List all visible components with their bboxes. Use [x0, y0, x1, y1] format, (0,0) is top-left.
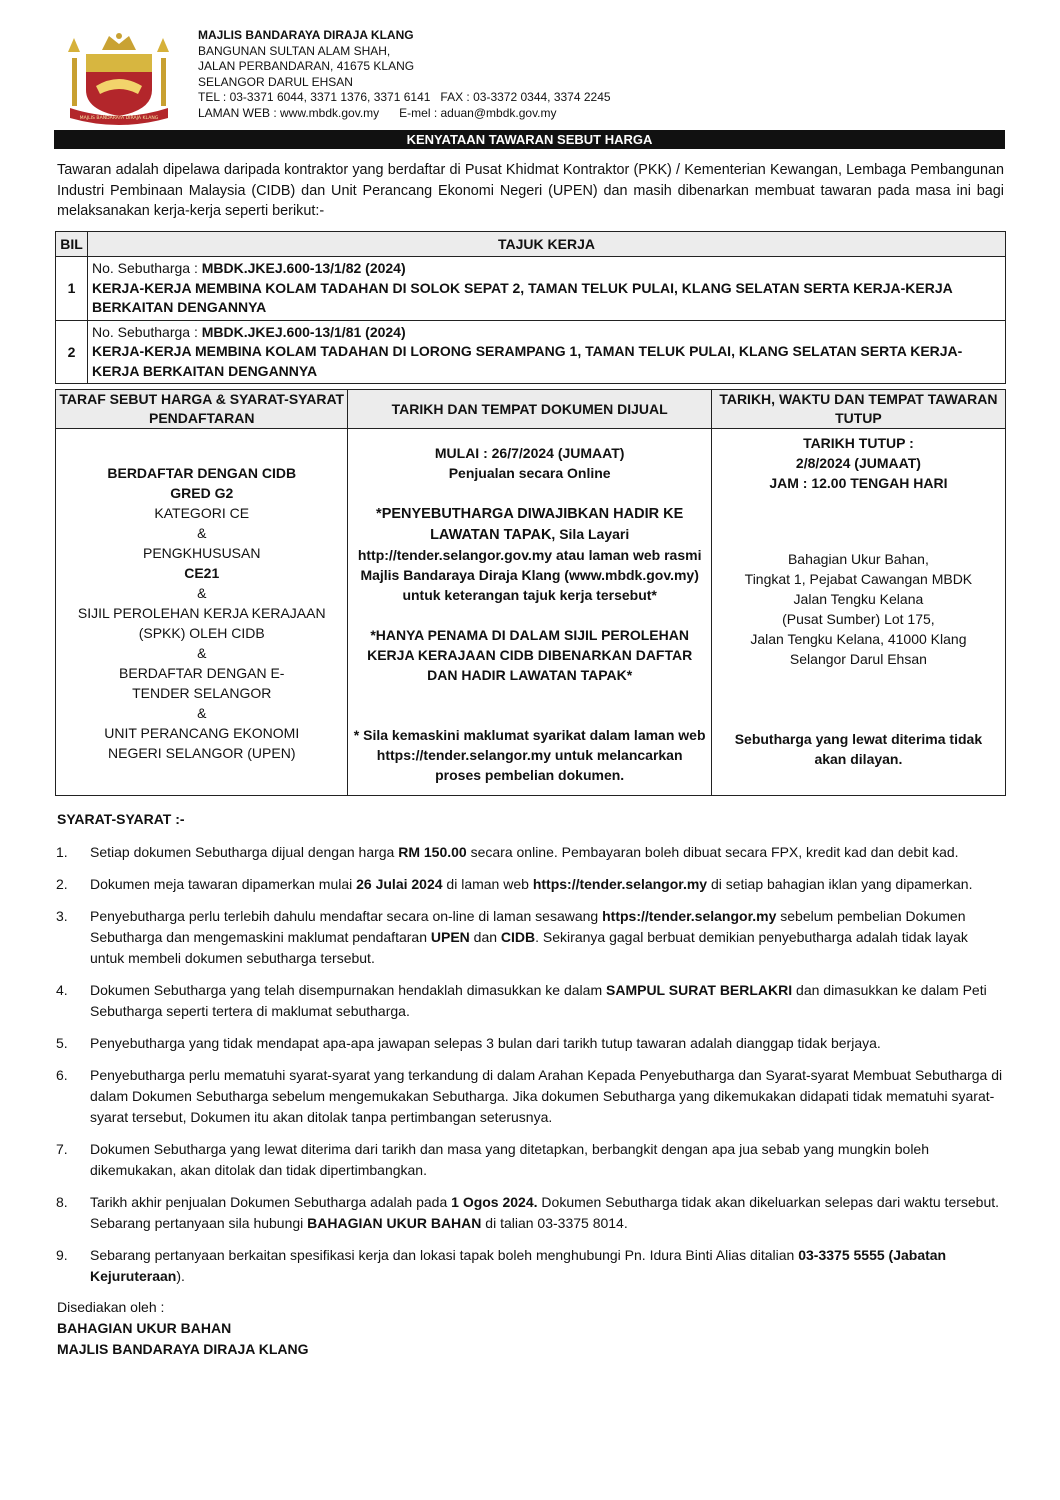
item-text — [90, 1065, 1004, 1128]
prepared-label: Disediakan oleh : — [57, 1299, 165, 1315]
ampersand: & — [197, 525, 207, 541]
item-text — [90, 842, 1004, 863]
ampersand: & — [197, 585, 207, 601]
place-line-5: Jalan Tengku Kelana, 41000 Klang — [750, 631, 967, 647]
place-line-6: Selangor Darul Ehsan — [789, 651, 927, 667]
address-line-1: BANGUNAN SULTAN ALAM SHAH, — [198, 43, 391, 58]
text-run: Dokumen meja tawaran dipamerkan mulai — [90, 876, 357, 892]
update-info-notice: * Sila kemaskini maklumat syarikat dalam laman web https://tender.selangor.my untuk melancarkan proses pembelian dokumen. — [353, 727, 706, 783]
specialisation-code: CE21 — [184, 565, 220, 581]
list-item — [56, 874, 1004, 895]
text-run: dan — [469, 929, 501, 945]
text-run: Sebarang pertanyaan berkaitan spesifikasi kerja dan lokasi tapak boleh menghubungi Pn. Idura Binti Alias ditalian — [90, 1247, 799, 1263]
col-taraf: TARAF SEBUT HARGA & SYARAT-SYARAT PENDAFTARAN — [56, 390, 348, 429]
item-text — [90, 906, 1004, 969]
cidb-grade: BERDAFTAR DENGAN CIDB GRED G2 — [107, 465, 297, 501]
closing-label: TARIKH TUTUP : — [803, 435, 914, 451]
col-tarikh-tutup: TARIKH, WAKTU DAN TEMPAT TAWARAN TUTUP — [711, 390, 1005, 429]
emphasis-text: BAHAGIAN UKUR BAHAN — [307, 1215, 482, 1231]
emphasis-text: 1 Ogos 2024. — [451, 1194, 538, 1210]
item-number: 7. — [56, 1141, 68, 1157]
text-run: Penyebutharga perlu mematuhi syarat-syarat yang terkandung di dalam Arahan Kepada Penyebutharga dan Syarat-syarat Membuat Sebutharga di dalam Dokumen Sebutharga sebelum mengemukakan Sebutharga. Jika dokumen Sebutharga yang dikemukakan didapati tidak mematuhi syarat-syarat tersebut, Dokumen itu akan ditolak tanpa pertimbangan seterusnya. — [90, 1067, 1003, 1125]
ampersand: & — [197, 645, 207, 661]
ref-label: No. Sebutharga : — [92, 260, 202, 276]
notice-title: KENYATAAN TAWARAN SEBUT HARGA — [54, 130, 1005, 149]
place-line-4: (Pusat Sumber) Lot 175, — [782, 611, 935, 627]
emphasis-text: SAMPUL SURAT BERLAKRI — [606, 982, 793, 998]
emphasis-text: UPEN — [430, 929, 470, 945]
place-line-1: Bahagian Ukur Bahan, — [787, 551, 929, 567]
site-visit-strong: *PENYEBUTHARGA DIWAJIBKAN HADIR KE LAWATAN TAPAK — [376, 506, 684, 543]
address-line-3: SELANGOR DARUL EHSAN — [198, 74, 353, 89]
item-text — [90, 1245, 1004, 1287]
text-run: di laman web — [442, 876, 533, 892]
prepared-by — [57, 1297, 309, 1360]
text-run: dan dimasukkan ke dalam Peti Sebutharga seperti tertera di maklumat sebutharga. — [90, 982, 987, 1019]
upen: UNIT PERANCANG EKONOMI NEGERI SELANGOR (UPEN) — [104, 725, 300, 761]
registration-requirements — [56, 429, 348, 796]
emphasis-text: 03-3375 5555 (Jabatan Kejuruteraan — [90, 1247, 947, 1284]
emphasis-text: https://tender.selangor.my — [532, 876, 708, 892]
cidb-name-notice: *HANYA PENAMA DI DALAM SIJIL PEROLEHAN KERJA KERAJAAN CIDB DIBENARKAN DAFTAR DAN HADIR LAWATAN TAPAK* — [367, 627, 693, 683]
item-number: 5. — [56, 1035, 68, 1051]
job-title: KERJA-KERJA MEMBINA KOLAM TADAHAN DI LORONG SERAMPANG 1, TAMAN TELUK PULAI, KLANG SELATAN SERTA KERJA-KERJA BERKAITAN DENGANNYA — [92, 343, 963, 379]
col-tajuk-kerja: TAJUK KERJA — [88, 232, 1006, 257]
row-number: 1 — [56, 257, 88, 321]
emphasis-text: 26 Julai 2024 — [356, 876, 443, 892]
address-line-2: JALAN PERBANDARAN, 41675 KLANG — [198, 59, 415, 73]
list-item — [56, 980, 1004, 1022]
row-number: 2 — [56, 320, 88, 384]
prepared-org: MAJLIS BANDARAYA DIRAJA KLANG — [57, 1341, 309, 1357]
tender-info-table — [55, 389, 1006, 796]
list-item — [56, 906, 1004, 969]
org-details — [198, 28, 611, 121]
text-run: Dokumen Sebutharga yang lewat diterima dari tarikh dan masa yang ditetapkan, berbangkit dengan apa jua sebab yang mungkin boleh dikemukakan, akan ditolak dan tidak dipertimbangkan. — [90, 1141, 929, 1178]
tel-fax: TEL : 03-3371 6044, 3371 1376, 3371 6141 FAX : 03-3372 0344, 3374 2245 — [198, 90, 611, 104]
col-bil: BIL — [56, 232, 88, 257]
etender: BERDAFTAR DENGAN E-TENDER SELANGOR — [119, 665, 285, 701]
category: KATEGORI CE — [154, 505, 250, 521]
text-run: sebelum pembelian Dokumen Sebutharga dan mengemaskini maklumat pendaftaran — [90, 908, 966, 945]
item-text — [90, 1139, 1004, 1181]
closing-details — [711, 429, 1005, 796]
sale-start: MULAI : 26/7/2024 (JUMAAT) — [434, 445, 625, 461]
item-text — [90, 980, 1004, 1022]
ampersand: & — [197, 705, 207, 721]
sale-online: Penjualan secara Online — [448, 465, 611, 481]
ref-label: No. Sebutharga : — [92, 323, 202, 340]
item-number: 2. — [56, 876, 68, 892]
col-tarikh-dijual: TARIKH DAN TEMPAT DOKUMEN DIJUAL — [348, 390, 711, 429]
item-text — [90, 874, 1004, 895]
org-name: MAJLIS BANDARAYA DIRAJA KLANG — [198, 28, 414, 42]
text-run: Penyebutharga yang tidak mendapat apa-apa jawapan selepas 3 bulan dari tarikh tutup tawaran adalah dianggap tidak berjaya. — [90, 1035, 881, 1051]
jobs-table-header — [56, 232, 1006, 257]
web-email: LAMAN WEB : www.mbdk.gov.my E-mel : aduan@mbdk.gov.my — [198, 105, 557, 120]
place-line-3: Jalan Tengku Kelana — [793, 591, 924, 607]
text-run: ). — [176, 1268, 185, 1284]
item-number: 8. — [56, 1194, 68, 1210]
text-run: Tarikh akhir penjualan Dokumen Sebutharga adalah pada — [90, 1194, 452, 1210]
info-table-body — [56, 429, 1006, 796]
text-run: . Sekiranya gagal berbuat demikian penyebutharga adalah tidak layak untuk membeli dokumen sebutharga tersebut. — [90, 929, 968, 966]
list-item — [56, 1139, 1004, 1181]
jobs-table — [55, 231, 1006, 384]
job-cell — [88, 257, 1006, 321]
place-line-2: Tingkat 1, Pejabat Cawangan MBDK — [744, 571, 973, 587]
list-item — [56, 842, 1004, 863]
text-run: di talian 03-3375 8014. — [481, 1215, 628, 1231]
text-run: Dokumen Sebutharga yang telah disempurnakan hendaklah dimasukkan ke dalam — [90, 982, 606, 998]
prepared-dept: BAHAGIAN UKUR BAHAN — [57, 1320, 232, 1336]
site-visit-detail: , Sila Layari http://tender.selangor.gov.my atau laman web rasmi Majlis Bandaraya Diraja Klang (www.mbdk.gov.my) untuk keterangan tajuk kerja tersebut* — [357, 526, 702, 603]
text-run: Setiap dokumen Sebutharga dijual dengan harga — [90, 844, 399, 860]
text-run: Penyebutharga perlu terlebih dahulu mendaftar secara on-line di laman sesawang — [90, 908, 603, 924]
list-item — [56, 1033, 1004, 1054]
letterhead — [64, 24, 1004, 124]
sale-details — [348, 429, 711, 796]
intro-paragraph: Tawaran adalah dipelawa daripada kontraktor yang berdaftar di Pusat Khidmat Kontraktor (PKK) / Kementerian Kewangan, Lembaga Pembangunan Industri Pembinaan Malaysia (CIDB) dan Unit Perancang Ekonomi Negeri (UPEN) dan masih dibenarkan membuat tawaran pada masa ini bagi melaksanakan kerja-kerja seperti berikut:- — [57, 162, 1004, 219]
job-title: KERJA-KERJA MEMBINA KOLAM TADAHAN DI SOLOK SEPAT 2, TAMAN TELUK PULAI, KLANG SELATAN SERTA KERJA-KERJA BERKAITAN DENGANNYA — [92, 279, 953, 315]
list-item — [56, 1245, 1004, 1287]
list-item — [56, 1065, 1004, 1128]
text-run: Dokumen Sebutharga tidak akan dikeluarkan selepas dari waktu tersebut. Sebarang pertanyaan sila hubungi — [90, 1194, 1000, 1231]
item-number: 6. — [56, 1067, 68, 1083]
item-number: 4. — [56, 982, 68, 998]
specialisation-label: PENGKHUSUSAN — [143, 545, 261, 561]
emphasis-text: https://tender.selangor.my — [602, 908, 777, 924]
emphasis-text: RM 150.00 — [398, 844, 467, 860]
closing-time: JAM : 12.00 TENGAH HARI — [769, 475, 948, 491]
closing-date: 2/8/2024 (JUMAAT) — [795, 455, 921, 471]
council-crest-logo — [64, 28, 174, 126]
table-row — [56, 257, 1006, 321]
logo-banner-text: MAJLIS BANDARAYA DIRAJA KLANG — [79, 116, 159, 121]
conditions-heading: SYARAT-SYARAT :- — [57, 811, 185, 827]
info-table-header — [56, 390, 1006, 429]
conditions-list — [56, 842, 1004, 1298]
item-number: 9. — [56, 1247, 68, 1263]
item-number: 1. — [56, 844, 68, 860]
list-item — [56, 1192, 1004, 1234]
text-run: di setiap bahagian iklan yang dipamerkan. — [707, 876, 973, 892]
ref-number: MBDK.JKEJ.600-13/1/81 (2024) — [201, 323, 406, 340]
text-run: secara online. Pembayaran boleh dibuat secara FPX, kredit kad dan debit kad. — [466, 844, 959, 860]
item-text — [90, 1192, 1004, 1234]
emphasis-text: CIDB — [500, 929, 536, 945]
spkk: SIJIL PEROLEHAN KERJA KERAJAAN (SPKK) OLEH CIDB — [77, 605, 326, 641]
job-cell — [88, 320, 1006, 384]
item-text — [90, 1033, 1004, 1054]
ref-number: MBDK.JKEJ.600-13/1/82 (2024) — [201, 260, 406, 276]
table-row — [56, 320, 1006, 384]
late-notice: Sebutharga yang lewat diterima tidak akan dilayan. — [734, 731, 983, 767]
site-visit-notice — [348, 503, 710, 605]
item-number: 3. — [56, 908, 68, 924]
